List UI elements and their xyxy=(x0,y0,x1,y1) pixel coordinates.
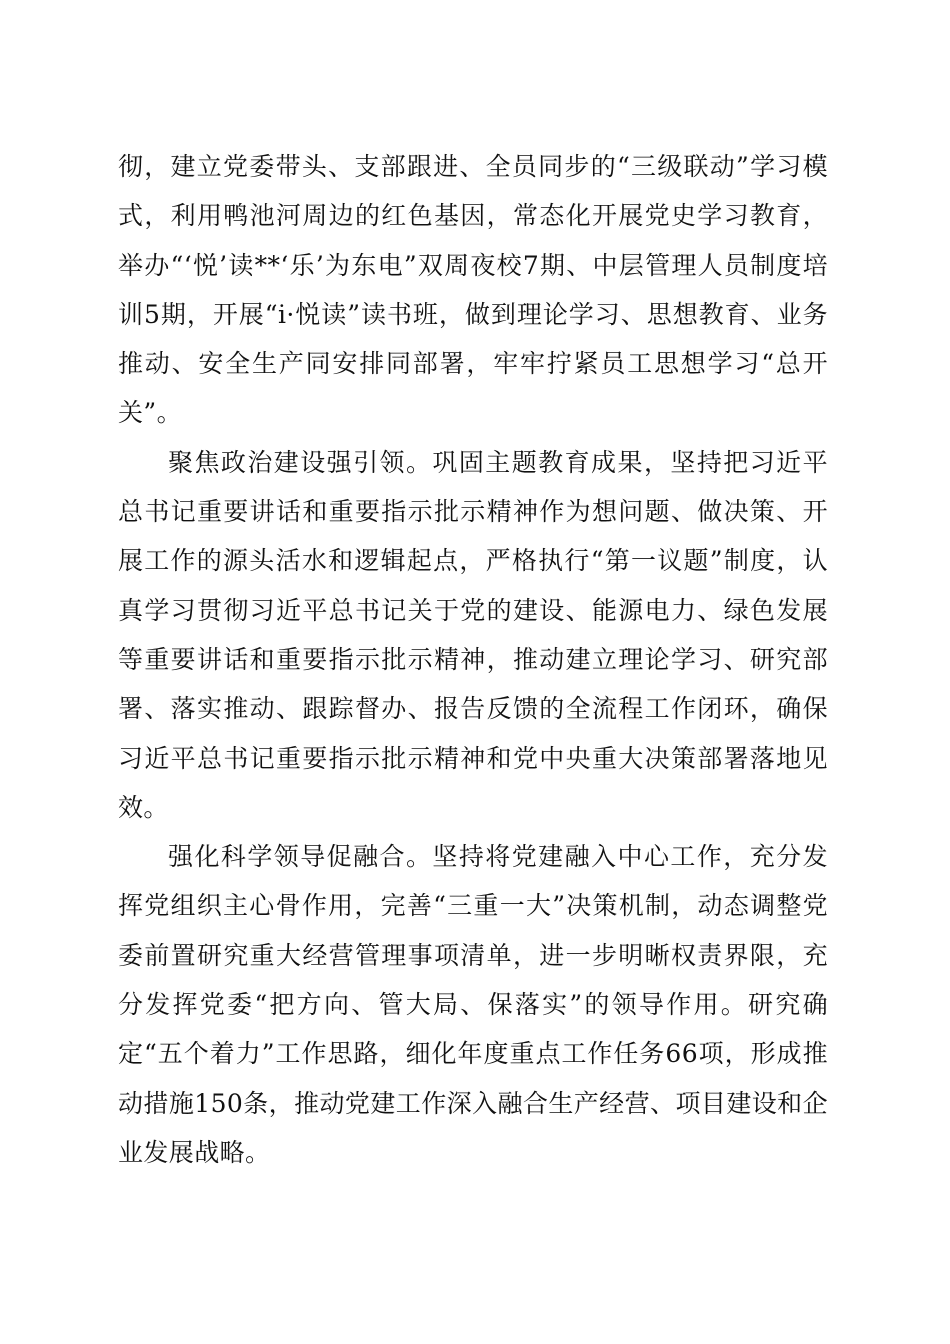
paragraph-political-building: 聚焦政治建设强引领。巩固主题教育成果，坚持把习近平总书记重要讲话和重要指示批示精神作为想问题、做决策、开展工作的源头活水和逻辑起点，严格执行“第一议题”制度，认真学习贯彻习近平总书记关于党的建设、能源电力、绿色发展等重要讲话和重要指示批示精神，推动建立理论学习、研究部署、落实推动、跟踪督办、报告反馈的全流程工作闭环，确保习近平总书记重要指示批示精神和党中央重大决策部署落地见效。 xyxy=(118,447,828,822)
paragraph-continuation: 彻，建立党委带头、支部跟进、全员同步的“三级联动”学习模式，利用鸭池河周边的红色基因，常态化开展党史学习教育，举办“‘悦’读**‘乐’为东电”双周夜校7期、中层管理人员制度培训5期，开展“i·悦读”读书班，做到理论学习、思想教育、业务推动、安全生产同安排同部署，牢牢拧紧员工思想学习“总开关”。 xyxy=(118,152,828,428)
paragraph-scientific-leadership: 强化科学领导促融合。坚持将党建融入中心工作，充分发挥党组织主心骨作用，完善“三重一大”决策机制，动态调整党委前置研究重大经营管理事项清单，进一步明晰权责界限，充分发挥党委“把方向、管大局、保落实”的领导作用。研究确定“五个着力”工作思路，细化年度重点工作任务66项，形成推动措施150条，推动党建工作深入融合生产经营、项目建设和企业发展战略。 xyxy=(118,842,828,1167)
document-body xyxy=(118,142,828,1177)
